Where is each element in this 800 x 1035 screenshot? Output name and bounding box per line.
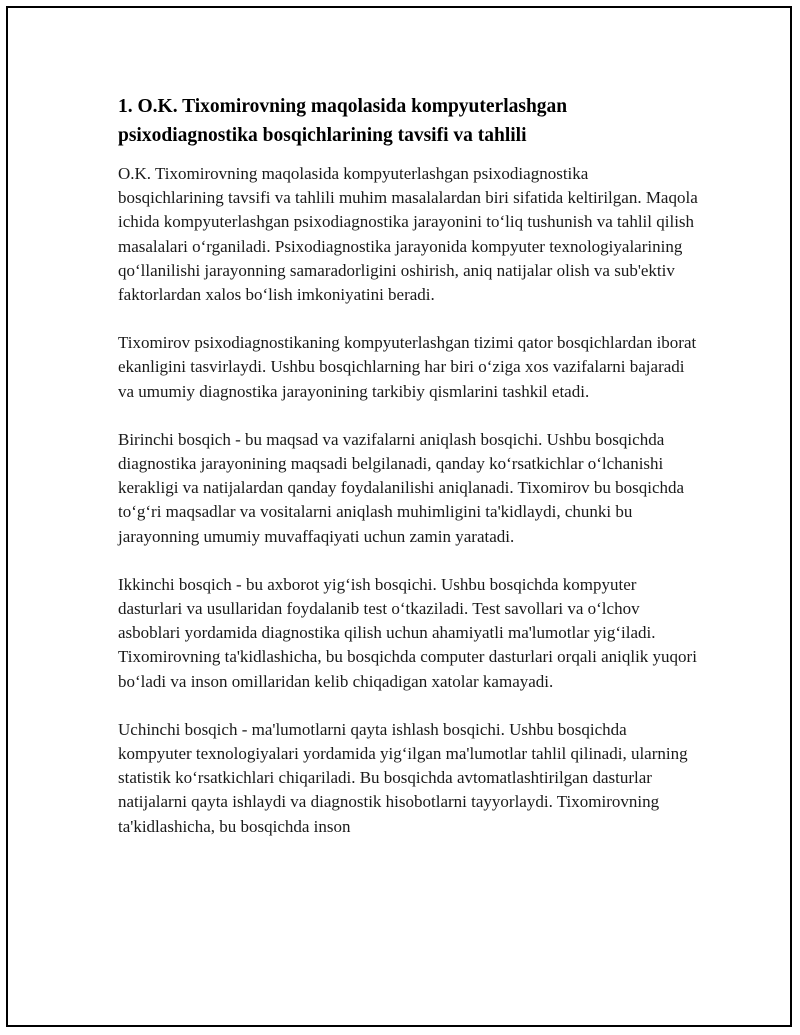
paragraph-stage-one: Birinchi bosqich - bu maqsad va vazifalarni aniqlash bosqichi. Ushbu bosqichda diagnostika jarayonining maqsadi belgilanadi, qanday ko‘rsatkichlar o‘lchanishi kerakligi va natijalardan qanday foydalanilishi aniqlanadi. Tixomirov bu bosqichda to‘g‘ri maqsadlar va vositalarni aniqlash muhimligini ta'kidlaydi, chunki bu jarayonning umumiy muvaffaqiyati uchun zamin yaratadi.: [118, 429, 685, 546]
paragraph-intro: O.K. Tixomirovning maqolasida kompyuterlashgan psixodiagnostika bosqichlarining tavsifi va tahlili muhim masalalardan biri sifatida keltirilgan. Maqola ichida kompyuterlashgan psixodiagnostika jarayonini to‘liq tushunish va tahlil qilish masalalari o‘rganiladi. Psixodiagnostika jarayonida kompyuter texnologiyalarining qo‘llanilishi jarayonning samaradorligini oshirish, aniq natijalar olish va sub'ektiv faktorlardan xalos bo‘lish imkoniyatini beradi.: [118, 164, 698, 305]
paragraph-stage-two: Ikkinchi bosqich - bu axborot yig‘ish bosqichi. Ushbu bosqichda kompyuter dasturlari va usullaridan foydalanib test o‘tkaziladi. Test savollari va o‘lchov asboblari yordamida diagnostika qilish uchun ahamiyatli ma'lumotlar yig‘iladi. Tixomirovning ta'kidlashicha, bu bosqichda computer dasturlari orqali aniqlik yuqori bo‘ladi va inson omillaridan kelib chiqadigan xatolar kamayadi.: [118, 574, 697, 691]
paragraph-stage-three: Uchinchi bosqich - ma'lumotlarni qayta ishlash bosqichi. Ushbu bosqichda kompyuter texnologiyalari yordamida yig‘ilgan ma'lumotlar tahlil qilinadi, ularning statistik ko‘rsatkichlari chiqariladi. Bu bosqichda avtomatlashtirilgan dasturlar natijalarni qayta ishlaydi va diagnostik hisobotlarni tayyorlaydi. Tixomirovning ta'kidlashicha, bu bosqichda inson: [118, 719, 688, 836]
section-heading: 1. O.K. Tixomirovning maqolasida kompyuterlashgan psixodiagnostika bosqichlarining tavsifi va tahlili: [118, 96, 568, 146]
paragraph-stages-overview: Tixomirov psixodiagnostikaning kompyuterlashgan tizimi qator bosqichlardan iborat ekanligini tasvirlaydi. Ushbu bosqichlarning har biri o‘ziga xos vazifalarni bajaradi va umumiy diagnostika jarayonining tarkibiy qismlarini tashkil etadi.: [118, 333, 697, 401]
document-body: [118, 92, 698, 863]
